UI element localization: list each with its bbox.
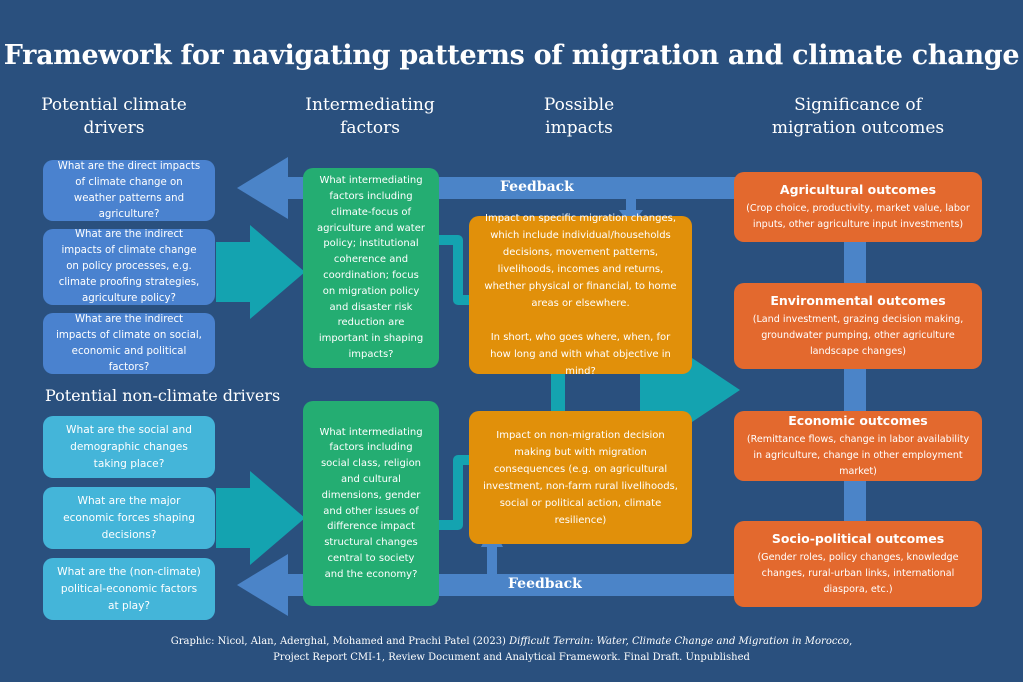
credit-authors: Graphic: Nicol, Alan, Aderghal, Mohamed and Prachi Patel (2023) bbox=[170, 636, 510, 647]
intermediating-box-climate: What intermediating factors including climate-focus of agriculture and water policy; institutional coherence and coordination; focus on migration policy and disaster risk reduction are important in shaping impacts? bbox=[303, 168, 439, 368]
outcome-body: (Crop choice, productivity, market value, labor inputs, other agriculture input investments) bbox=[746, 202, 970, 230]
outcome-body: (Gender roles, policy changes, knowledge changes, rural-urban links, international diaspora, etc.) bbox=[757, 551, 959, 595]
feedback-up-stem bbox=[487, 545, 497, 577]
outcome-box-socio-political bbox=[734, 521, 982, 607]
outcome-box-agricultural bbox=[734, 172, 982, 242]
climate-question-box: What are the direct impacts of climate change on weather patterns and agriculture? bbox=[43, 160, 215, 221]
credit-title: Difficult Terrain: Water, Climate Change and Migration in Morocco bbox=[509, 636, 850, 647]
impact-migration-text: Impact on specific migration changes, which include individual/households decisions, movement patterns, livelihoods, incomes and returns, whether physical or financial, to home areas or elsewhere. bbox=[484, 213, 677, 309]
non-climate-drivers-heading: Potential non-climate drivers bbox=[45, 386, 281, 405]
outcome-heading: Economic outcomes bbox=[788, 412, 928, 428]
feedback-label-top: Feedback bbox=[500, 179, 574, 195]
outcome-heading: Agricultural outcomes bbox=[779, 181, 937, 197]
outcome-body: (Remittance flows, change in labor availability in agriculture, change in other employment market) bbox=[746, 433, 970, 477]
impact-box-migration bbox=[469, 213, 692, 377]
climate-question-box: What are the indirect impacts of climate on social, economic and political factors? bbox=[43, 313, 215, 374]
bracket-top bbox=[437, 240, 470, 300]
climate-question-box: What are the indirect impacts of climate change on policy processes, e.g. climate proofing strategies, agriculture policy? bbox=[43, 229, 215, 305]
intermediating-box-non-climate: What intermediating factors including social class, religion and cultural dimensions, gender and other issues of difference impact structural changes central to society and the economy? bbox=[303, 401, 439, 606]
non-climate-question-box: What are the (non-climate) political-economic factors at play? bbox=[43, 558, 215, 620]
impact-migration-summary: In short, who goes where, when, for how long and with what objective in mind? bbox=[490, 332, 671, 377]
outcome-body: (Land investment, grazing decision making, groundwater pumping, other agriculture landscape changes) bbox=[752, 313, 964, 357]
bracket-bottom bbox=[437, 460, 470, 525]
credit-line-2: Project Report CMI-1, Review Document and Analytical Framework. Final Draft. Unpublished bbox=[273, 652, 750, 663]
column-header-significance: Significance of migration outcomes bbox=[771, 95, 945, 138]
non-climate-question-box: What are the social and demographic changes taking place? bbox=[43, 416, 215, 478]
impact-box-non-migration: Impact on non-migration decision making but with migration consequences (e.g. on agricultural investment, non-farm rural livelihoods, social or political action, climate resilience) bbox=[469, 411, 692, 544]
feedback-label-bottom: Feedback bbox=[508, 576, 582, 592]
outcome-box-economic bbox=[734, 411, 982, 481]
outcome-heading: Environmental outcomes bbox=[770, 292, 946, 308]
outcome-box-environmental bbox=[734, 283, 982, 369]
flow-arrow-nonclimate bbox=[216, 471, 305, 565]
feedback-top-arrowhead bbox=[237, 157, 288, 219]
outcome-heading: Socio-political outcomes bbox=[771, 530, 945, 546]
page-title: Framework for navigating patterns of migration and climate change bbox=[3, 40, 1020, 71]
outcome-connector-bar bbox=[844, 236, 866, 536]
column-header-intermediating: Intermediating factors bbox=[305, 95, 435, 138]
credit-comma: , bbox=[849, 636, 853, 647]
non-climate-question-box: What are the major economic forces shaping decisions? bbox=[43, 487, 215, 549]
column-header-impacts: Possible impacts bbox=[543, 95, 615, 138]
credit-line-1 bbox=[0, 634, 1023, 649]
feedback-bottom-arrowhead bbox=[237, 554, 288, 616]
flow-arrow-climate bbox=[216, 225, 305, 319]
column-header-drivers: Potential climate drivers bbox=[41, 95, 187, 138]
